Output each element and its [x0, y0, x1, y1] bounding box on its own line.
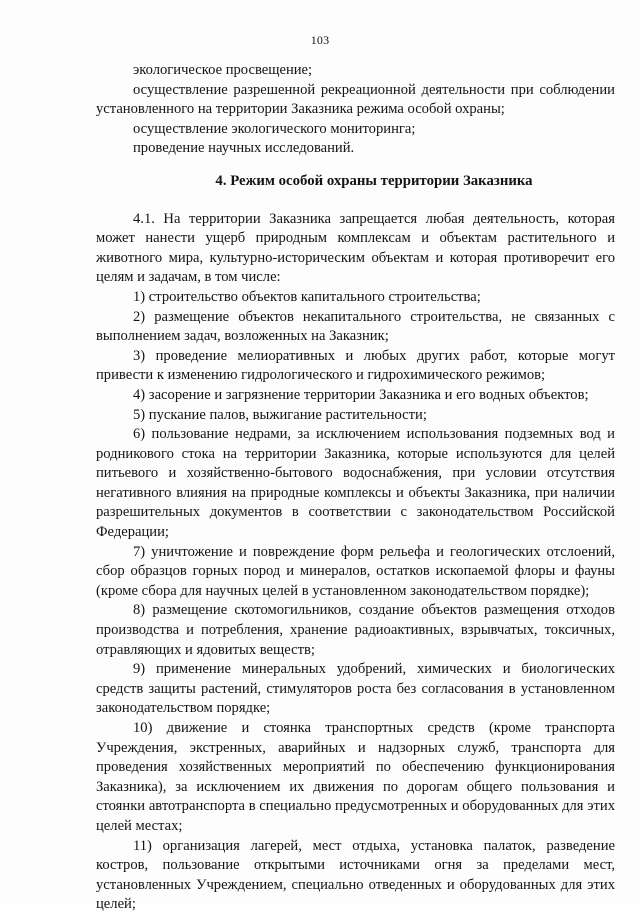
page-number: 103 [310, 33, 330, 47]
list-item: 9) применение минеральных удобрений, химических и биологических средств защиты растений, стимуляторов роста без согласования в установленном законодательством порядке; [96, 661, 615, 717]
list-item: 3) проведение мелиоративных и любых других работ, которые могут привести к изменению гидрологического и гидрохимического режимов; [96, 347, 615, 384]
list-item: 8) размещение скотомогильников, создание объектов размещения отходов производства и потребления, хранение радиоактивных, взрывчатых, токсичных, отравляющих и ядовитых веществ; [96, 602, 615, 658]
list-item: 1) строительство объектов капитального строительства; [133, 288, 481, 305]
document-body [96, 61, 615, 915]
list-item: 10) движение и стоянка транспортных средств (кроме транспорта Учреждения, экстренных, аварийных и надзорных служб, транспорта для проведения хозяйственных мероприятий по обеспечению функционирования Заказника), за исключением их движения по дорогам общего пользования и стоянки автотранспорта в специально предусмотренных и оборудованных для этих целей местах; [96, 720, 615, 834]
list-item: 7) уничтожение и повреждение форм рельефа и геологических отслоений, сбор образцов горных пород и минералов, остатков ископаемой флоры и фауны (кроме сбора для научных целей в установленном законодательством порядке); [96, 543, 615, 599]
intro-item: экологическое просвещение; [133, 62, 313, 78]
intro-item: проведение научных исследований. [133, 140, 355, 157]
list-item: 6) пользование недрами, за исключением использования подземных вод и родникового стока на территории Заказника, которые используются для целей питьевого и хозяйственно-бытового водоснабжения, при условии отсутствия негативного влияния на природные комплексы и объекты Заказника, при наличии разрешительных документов в соответствии с законодательством Российской Федерации; [96, 426, 615, 541]
list-item: 2) размещение объектов некапитального строительства, не связанных с выполнением задач, возложенных на Заказник; [96, 308, 615, 345]
intro-item: осуществление разрешенной рекреационной деятельности при соблюдении установленного на территории Заказника режима особой охраны; [96, 81, 615, 118]
list-item: 4) засорение и загрязнение территории Заказника и его водных объектов; [133, 386, 589, 403]
clause-lead: 4.1. На территории Заказника запрещается любая деятельность, которая может нанести ущерб природным комплексам и объектам растительного и животного мира, культурно-историческим объектам и которая противоречит его целям и задачам, в том числе: [96, 210, 615, 286]
list-item: 11) организация лагерей, мест отдыха, установка палаток, разведение костров, пользование открытыми источниками огня за пределами мест, установленных Учреждением, специально отведенных и оборудованных для этих целей; [96, 837, 615, 913]
intro-item: осуществление экологического мониторинга; [133, 120, 416, 137]
section-title: 4. Режим особой охраны территории Заказника [215, 172, 533, 189]
list-item: 5) пускание палов, выжигание растительности; [133, 406, 427, 423]
